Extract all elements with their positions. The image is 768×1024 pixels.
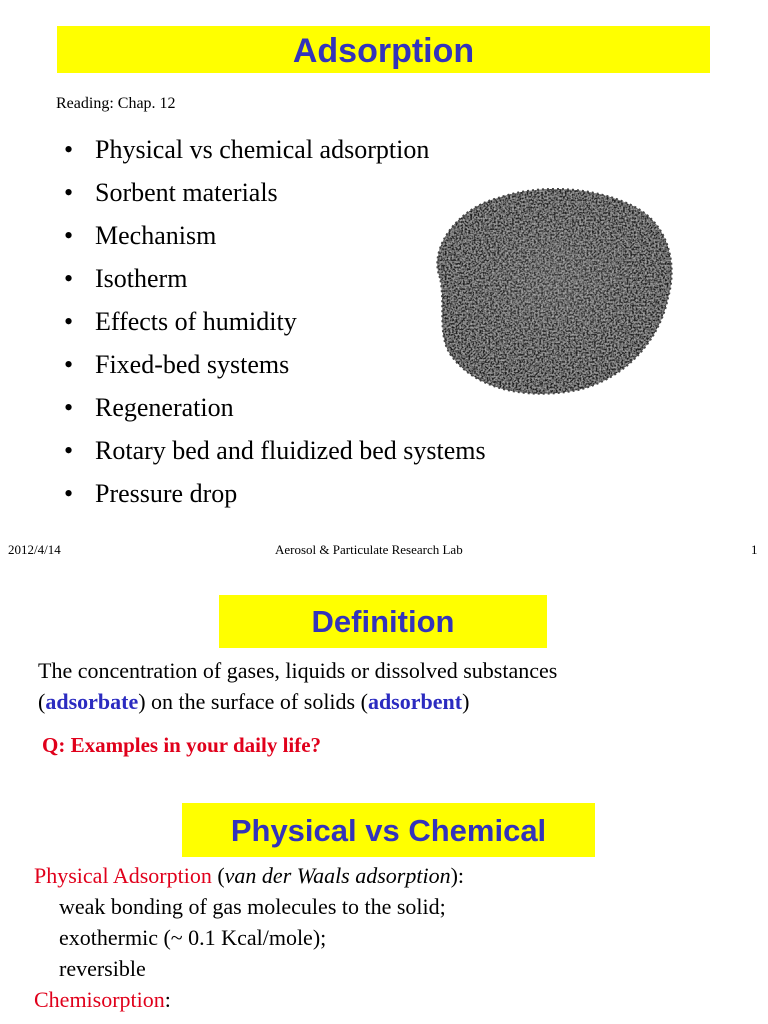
- bullet-icon: •: [64, 264, 74, 293]
- definition-line-2: [38, 686, 557, 717]
- slide-title: Adsorption: [292, 32, 475, 70]
- footer-lab: Aerosol & Particulate Research Lab: [275, 542, 463, 557]
- slide-title: Physical vs Chemical: [230, 813, 547, 848]
- footer-date: 2012/4/14: [8, 542, 61, 557]
- list-item-label: Fixed-bed systems: [95, 350, 290, 379]
- list-item: [64, 429, 486, 472]
- list-item-label: Isotherm: [95, 264, 188, 293]
- bullet-icon: •: [64, 307, 74, 336]
- bullet-icon: •: [64, 436, 74, 465]
- activated-carbon-image: [418, 178, 680, 400]
- paren-close: ): [462, 689, 470, 714]
- physical-heading: [34, 860, 464, 891]
- chemisorption-heading: [34, 984, 464, 1015]
- bullet-icon: •: [64, 135, 74, 164]
- physical-label: Physical Adsorption: [34, 863, 212, 888]
- slide-title-banner: [57, 26, 710, 73]
- list-item-label: Pressure drop: [95, 479, 238, 508]
- paren-open: (: [211, 863, 225, 888]
- list-item-label: Rotary bed and fluidized bed systems: [95, 436, 486, 465]
- adsorbent-term: adsorbent: [367, 689, 463, 714]
- physical-adsorption-block: [34, 860, 464, 1015]
- bullet-icon: •: [64, 350, 74, 379]
- adsorbate-term: adsorbate: [45, 689, 139, 714]
- definition-mid-text: ) on the surface of solids (: [138, 689, 368, 714]
- colon: :: [164, 987, 171, 1012]
- list-item: [64, 472, 486, 515]
- physical-line: exothermic (~ 0.1 Kcal/mole);: [59, 925, 327, 950]
- bullet-icon: •: [64, 393, 74, 422]
- definition-line-1: The concentration of gases, liquids or dissolved substances: [38, 658, 558, 683]
- bullet-icon: •: [64, 221, 74, 250]
- reading-note: Reading: Chap. 12: [56, 95, 176, 112]
- question-text: Q: Examples in your daily life?: [42, 733, 322, 757]
- bullet-icon: •: [64, 479, 74, 508]
- list-item-label: Regeneration: [95, 393, 234, 422]
- slide-title: Definition: [311, 604, 455, 639]
- definition-text: [38, 655, 557, 717]
- paren-open: (: [38, 689, 46, 714]
- physical-alt-name: van der Waals adsorption: [224, 863, 451, 888]
- list-item: [64, 128, 486, 171]
- list-item-label: Sorbent materials: [95, 178, 278, 207]
- comparison-title-banner: [182, 803, 595, 857]
- list-item-label: Physical vs chemical adsorption: [95, 135, 430, 164]
- chemisorption-label: Chemisorption: [34, 987, 165, 1012]
- physical-line: weak bonding of gas molecules to the solid;: [59, 894, 446, 919]
- physical-line: reversible: [59, 956, 146, 981]
- bullet-icon: •: [64, 178, 74, 207]
- footer-page-number: 1: [751, 542, 758, 557]
- list-item-label: Mechanism: [95, 221, 217, 250]
- list-item-label: Effects of humidity: [95, 307, 297, 336]
- definition-title-banner: [219, 595, 547, 648]
- paren-close: ):: [450, 863, 465, 888]
